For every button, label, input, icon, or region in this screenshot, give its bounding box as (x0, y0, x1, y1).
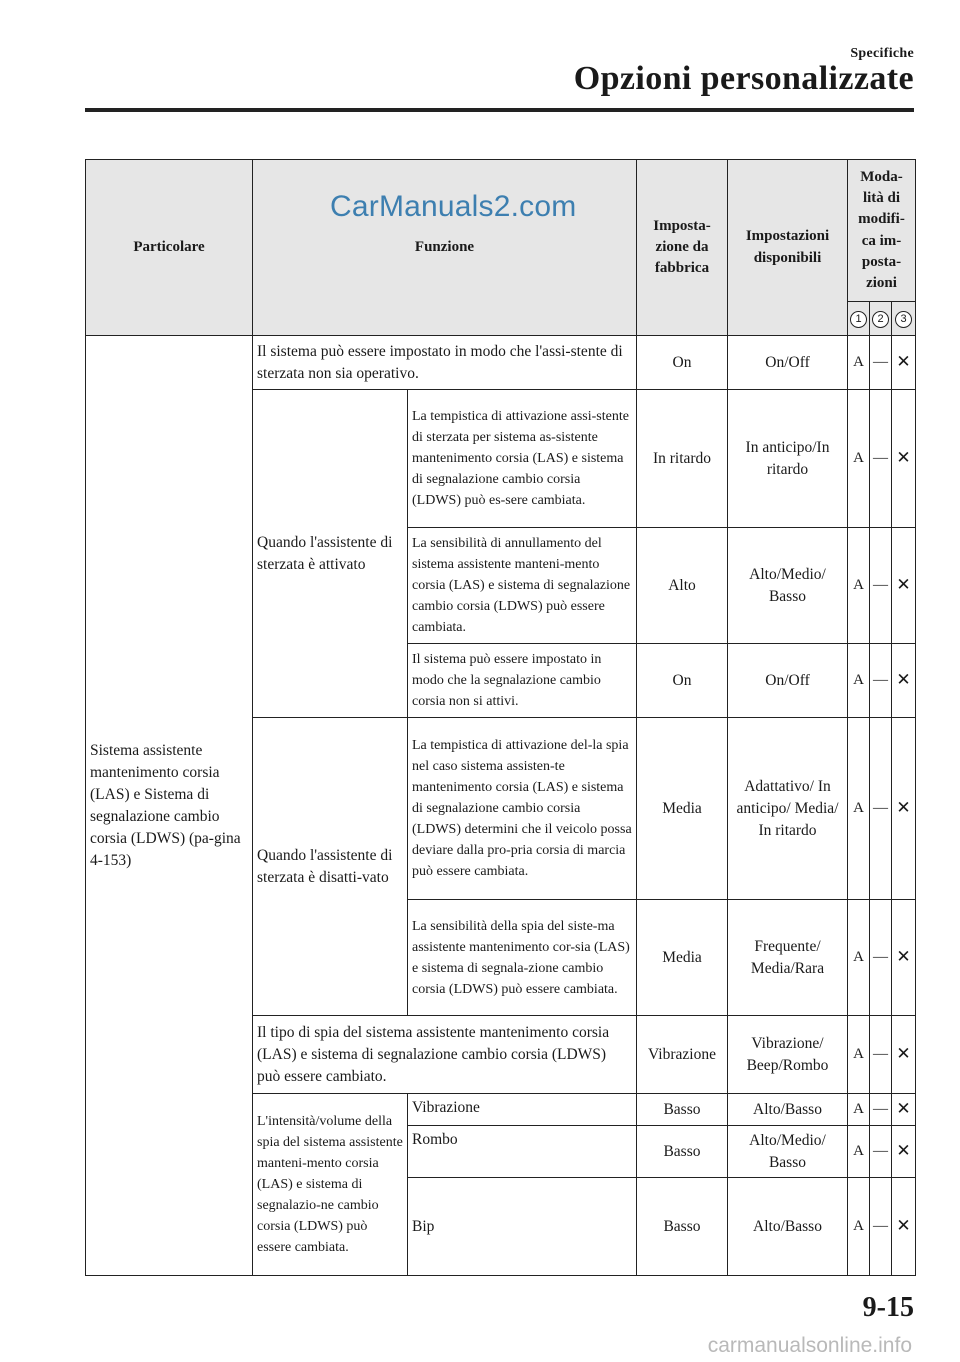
fabbrica-cell: Media (637, 718, 728, 900)
mode-3-cell: ✕ (892, 1126, 916, 1178)
mode-number-1 (848, 302, 870, 336)
mode-3-cell: ✕ (892, 390, 916, 528)
customization-table (85, 159, 916, 1276)
mode-1-cell: A (848, 644, 870, 718)
fabbrica-cell: Basso (637, 1178, 728, 1276)
mode-2-cell: — (870, 1126, 892, 1178)
mode-2-cell: — (870, 528, 892, 644)
disponibili-cell: Alto/Medio/ Basso (728, 1126, 848, 1178)
header-funzione: Funzione (253, 160, 637, 336)
mode-1-cell: A (848, 1126, 870, 1178)
funzione-cell: La tempistica di attivazione assi-stente di sterzata per sistema as-sistente mantenimento corsia (LAS) e sistema di segnalazione cambio corsia (LDWS) può es-sere cambiata. (408, 390, 637, 528)
header-modalita: Moda-lità di modifi-ca im-posta-zioni (848, 160, 916, 302)
mode-3-cell: ✕ (892, 718, 916, 900)
fabbrica-cell: On (637, 336, 728, 390)
funzione-cell: La sensibilità di annullamento del sistema assistente manteni-mento corsia (LAS) e sistema di segnalazione cambio corsia (LDWS) può essere cambiata. (408, 528, 637, 644)
mode-number-badge: 2 (872, 311, 889, 328)
mode-1-cell: A (848, 900, 870, 1016)
mode-2-cell: — (870, 390, 892, 528)
mode-1-cell: A (848, 1016, 870, 1094)
mode-1-cell: A (848, 528, 870, 644)
group-attivato-cell: Quando l'assistente di sterzata è attivato (253, 390, 408, 718)
page-title: Opzioni personalizzate (573, 60, 914, 97)
mode-3-cell: ✕ (892, 528, 916, 644)
funzione-cell: Vibrazione (408, 1094, 637, 1126)
fabbrica-cell: Basso (637, 1094, 728, 1126)
funzione-cell: Rombo (408, 1126, 637, 1178)
mode-2-cell: — (870, 718, 892, 900)
disponibili-cell: On/Off (728, 336, 848, 390)
mode-1-cell: A (848, 718, 870, 900)
particolare-cell: Sistema assistente mantenimento corsia (LAS) e Sistema di segnalazione cambio corsia (LDWS) (pa-gina 4-153) (86, 336, 253, 1276)
group-intensita-cell: L'intensità/volume della spia del sistema assistente manteni-mento corsia (LAS) e sistema di segnalazio-ne cambio corsia (LDWS) può essere cambiata. (253, 1094, 408, 1276)
funzione-cell: Il sistema può essere impostato in modo che l'assi-stente di sterzata non sia operativo. (253, 336, 637, 390)
funzione-cell: Il tipo di spia del sistema assistente mantenimento corsia (LAS) e sistema di segnalazione cambio corsia (LDWS) può essere cambiato. (253, 1016, 637, 1094)
mode-number-badge: 1 (850, 311, 867, 328)
fabbrica-cell: Vibrazione (637, 1016, 728, 1094)
funzione-cell: La sensibilità della spia del siste-ma assistente mantenimento cor-sia (LAS) e sistema di segnala-zione cambio corsia (LDWS) può essere cambiata. (408, 900, 637, 1016)
disponibili-cell: Alto/Medio/ Basso (728, 528, 848, 644)
watermark-top: CarManuals2.com (330, 190, 577, 223)
mode-1-cell: A (848, 336, 870, 390)
header-particolare: Particolare (86, 160, 253, 336)
mode-1-cell: A (848, 390, 870, 528)
mode-number-3 (892, 302, 916, 336)
disponibili-cell: Alto/Basso (728, 1094, 848, 1126)
disponibili-cell: Frequente/ Media/Rara (728, 900, 848, 1016)
disponibili-cell: In anticipo/In ritardo (728, 390, 848, 528)
mode-2-cell: — (870, 644, 892, 718)
mode-2-cell: — (870, 336, 892, 390)
funzione-cell: La tempistica di attivazione del-la spia nel caso sistema assisten-te mantenimento corsia (LAS) e sistema di segnalazione cambio corsia (LDWS) determini che il veicolo possa deviare dalla pro-pria corsia di marcia può essere cambiata. (408, 718, 637, 900)
mode-3-cell: ✕ (892, 1178, 916, 1276)
mode-3-cell: ✕ (892, 900, 916, 1016)
mode-3-cell: ✕ (892, 336, 916, 390)
mode-2-cell: — (870, 1016, 892, 1094)
disponibili-cell: On/Off (728, 644, 848, 718)
mode-3-cell: ✕ (892, 1016, 916, 1094)
disponibili-cell: Alto/Basso (728, 1178, 848, 1276)
disponibili-cell: Adattativo/ In anticipo/ Media/ In ritardo (728, 718, 848, 900)
fabbrica-cell: Basso (637, 1126, 728, 1178)
disponibili-cell: Vibrazione/ Beep/Rombo (728, 1016, 848, 1094)
mode-number-2 (870, 302, 892, 336)
header-impostazioni-disponibili: Impostazioni disponibili (728, 160, 848, 336)
mode-1-cell: A (848, 1094, 870, 1126)
section-label: Specifiche (850, 46, 914, 61)
funzione-cell: Il sistema può essere impostato in modo che la segnalazione cambio corsia non si attivi. (408, 644, 637, 718)
fabbrica-cell: Media (637, 900, 728, 1016)
mode-3-cell: ✕ (892, 1094, 916, 1126)
fabbrica-cell: In ritardo (637, 390, 728, 528)
funzione-cell: Bip (408, 1178, 637, 1276)
table-row (86, 336, 916, 390)
fabbrica-cell: On (637, 644, 728, 718)
mode-number-badge: 3 (895, 311, 912, 328)
header-impostazione-fabbrica: Imposta-zione da fabbrica (637, 160, 728, 336)
mode-2-cell: — (870, 1094, 892, 1126)
mode-3-cell: ✕ (892, 644, 916, 718)
page-number: 9-15 (862, 1292, 914, 1323)
title-rule (85, 108, 914, 112)
watermark-bottom: carmanualsonline.info (707, 1334, 912, 1357)
mode-2-cell: — (870, 1178, 892, 1276)
fabbrica-cell: Alto (637, 528, 728, 644)
group-disattivato-cell: Quando l'assistente di sterzata è disatti-vato (253, 718, 408, 1016)
mode-2-cell: — (870, 900, 892, 1016)
mode-1-cell: A (848, 1178, 870, 1276)
